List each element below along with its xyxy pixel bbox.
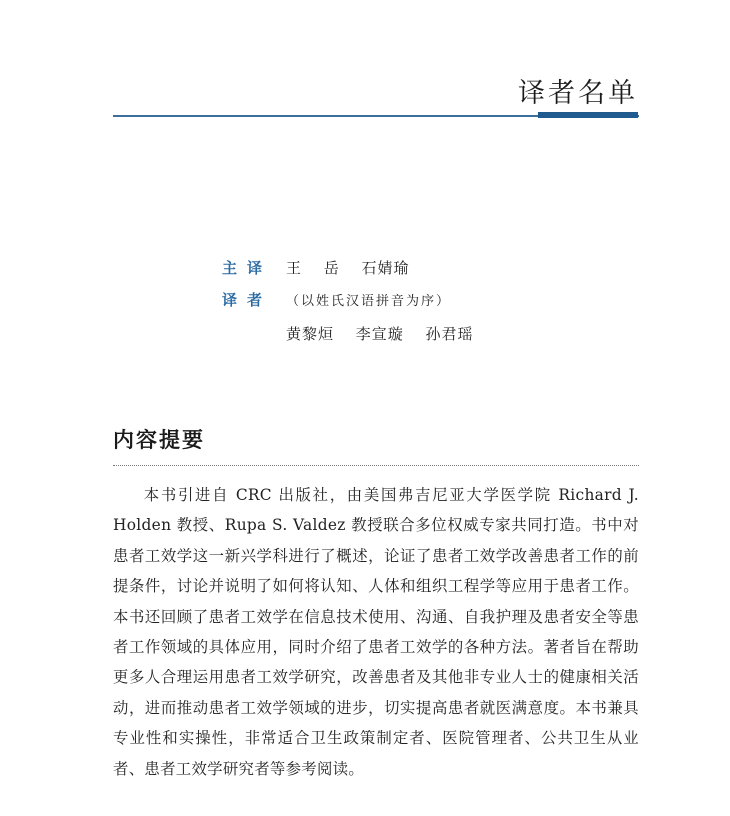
chief-translator-role: 主译: [222, 259, 273, 277]
title-underline-accent: [538, 112, 638, 118]
chief-translator-names: 王 岳 石婧瑜: [286, 259, 410, 277]
translators-role-row: [222, 284, 474, 318]
summary-heading: 内容提要: [113, 428, 205, 452]
translators-names: 黄黎烜 李宣璇 孙君瑶: [286, 325, 474, 343]
translators-order-note: （以姓氏汉语拼音为序）: [286, 294, 452, 309]
page-title: 译者名单: [518, 78, 638, 109]
translators-names-row: [222, 318, 474, 350]
summary-paragraph: 本书引进自 CRC 出版社，由美国弗吉尼亚大学医学院 Richard J. Holden 教授、Rupa S. Valdez 教授联合多位权威专家共同打造。书中对患者工效学这一新兴学科进行了概述，论证了患者工效学改善患者工作的前提条件，讨论并说明了如何将认知、人体和组织工程学等应用于患者工作。本书还回顾了患者工效学在信息技术使用、沟通、自我护理及患者安全等患者工作领域的具体应用，同时介绍了患者工效学的各种方法。著者旨在帮助更多人合理运用患者工效学研究，改善患者及其他非专业人士的健康相关活动，进而推动患者工效学领域的进步，切实提高患者就医满意度。本书兼具专业性和实操性，非常适合卫生政策制定者、医院管理者、公共卫生从业者、患者工效学研究者等参考阅读。: [113, 486, 639, 778]
translators-role: 译者: [222, 291, 273, 309]
chief-translator-row: [222, 252, 474, 284]
translator-credits: [222, 252, 474, 350]
summary-divider: [113, 465, 639, 466]
